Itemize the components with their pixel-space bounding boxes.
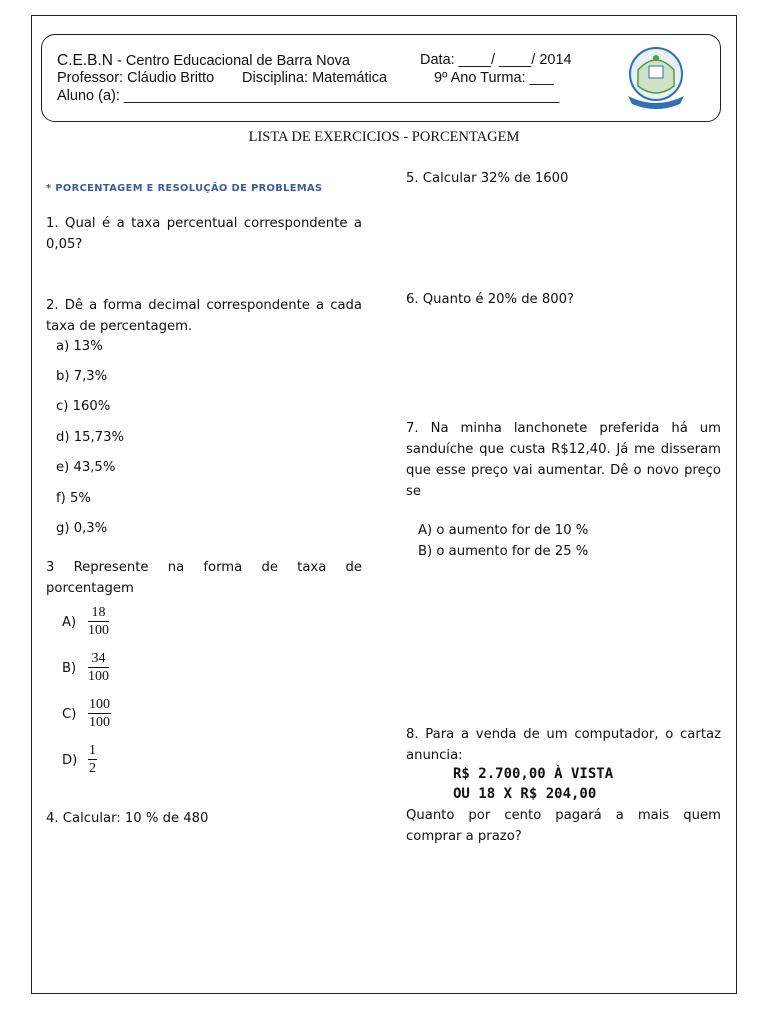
student-line: Aluno (a): ______________________________________________________ — [57, 88, 560, 104]
school-name: - Centro Educacional de Barra Nova — [117, 53, 350, 69]
fraction — [88, 742, 97, 777]
professor-line: Professor: Cláudio Britto — [57, 70, 215, 86]
school-abbr: C.E.B.N — [57, 52, 113, 69]
fraction-label: B) — [62, 661, 77, 676]
q2-item-g: g) 0,3% — [56, 521, 108, 536]
q8-offer-installments: OU 18 X R$ 204,00 — [453, 786, 597, 802]
fraction — [88, 650, 109, 685]
question-2: 2. Dê a forma decimal correspondente a cada taxa de percentagem. — [46, 298, 362, 334]
fraction — [88, 604, 109, 639]
numerator: 1 — [89, 743, 96, 758]
denominator: 100 — [89, 715, 110, 730]
school-crest-logo — [618, 40, 694, 116]
q8-offer-cash: R$ 2.700,00 À VISTA — [453, 766, 614, 782]
q2-item-a: a) 13% — [56, 339, 103, 354]
section-heading: * PORCENTAGEM E RESOLUÇÃO DE PROBLEMAS — [46, 183, 323, 194]
fraction-label: C) — [62, 707, 77, 722]
question-1: 1. Qual é a taxa percentual correspondente a 0,05? — [46, 216, 362, 252]
question-3: 3 Represente na forma de taxa de porcentagem — [46, 560, 362, 596]
question-4: 4. Calcular: 10 % de 480 — [46, 811, 209, 826]
page-frame — [31, 15, 737, 994]
question-5: 5. Calcular 32% de 1600 — [406, 171, 569, 186]
fraction-label: D) — [62, 753, 78, 768]
q2-item-d: d) 15,73% — [56, 430, 124, 445]
q8-question: Quanto por cento pagará a mais quem comprar a prazo? — [406, 808, 721, 844]
numerator: 34 — [88, 650, 109, 668]
numerator: 18 — [88, 604, 109, 622]
question-6: 6. Quanto é 20% de 800? — [406, 292, 575, 307]
discipline-line: Disciplina: Matemática — [242, 70, 388, 86]
denominator: 2 — [89, 761, 96, 776]
header-line-1 — [57, 52, 350, 70]
date-line: Data: ____/ ____/ 2014 — [420, 52, 572, 68]
fraction-label: A) — [62, 615, 77, 630]
numerator: 100 — [89, 697, 110, 712]
q7-option-a: A) o aumento for de 10 % — [418, 523, 589, 538]
list-title: LISTA DE EXERCICIOS - PORCENTAGEM — [248, 129, 520, 145]
grade-line: 9º Ano Turma: ___ — [434, 70, 554, 86]
question-8: 8. Para a venda de um computador, o cartaz anuncia: — [406, 727, 721, 763]
q7-option-b: B) o aumento for de 25 % — [418, 544, 589, 559]
q2-item-e: e) 43,5% — [56, 460, 116, 475]
q2-item-f: f) 5% — [56, 491, 91, 506]
q2-item-c: c) 160% — [56, 399, 111, 414]
denominator: 100 — [88, 669, 109, 684]
q2-item-b: b) 7,3% — [56, 369, 108, 384]
fraction — [88, 696, 111, 731]
denominator: 100 — [88, 623, 109, 638]
question-7: 7. Na minha lanchonete preferida há um sanduíche que custa R$12,40. Já me disseram que esse preço vai aumentar. Dê o novo preço se — [406, 421, 721, 499]
